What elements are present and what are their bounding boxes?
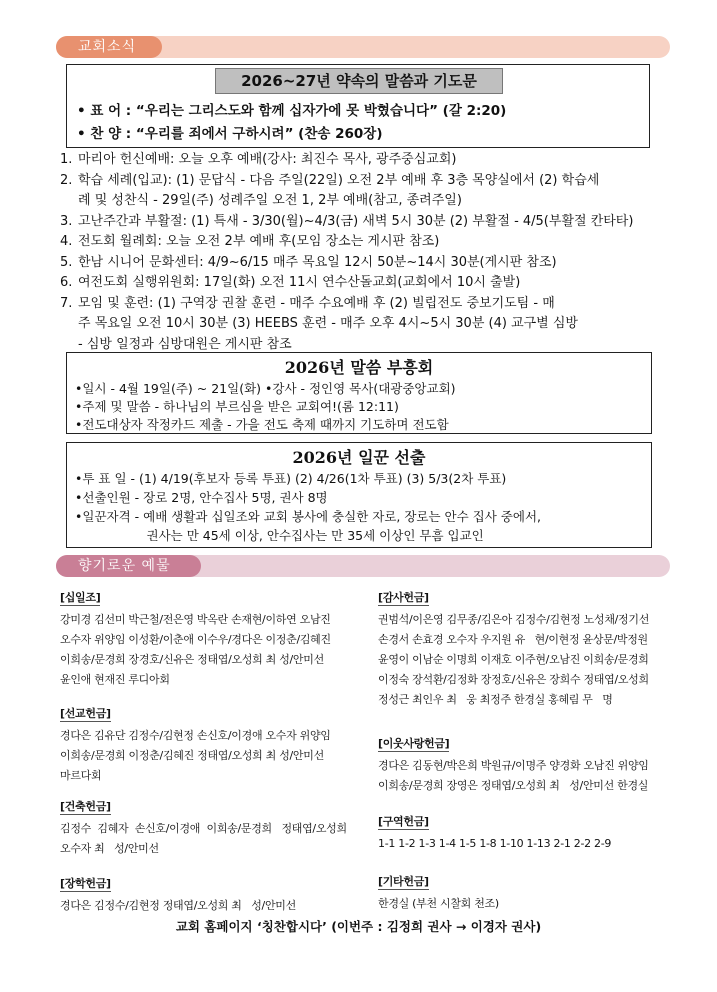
announcement-line: 고난주간과 부활절: (1) 특새 - 3/30(월)~4/3(금) 새벽 5시 30분 (2) 부활절 - 4/5(부활절 칸타타)	[78, 213, 634, 229]
announcement-item	[60, 294, 660, 356]
offering-line: 권범석/이은영 김무종/김은아 김정수/김현정 노성채/정기선	[378, 613, 650, 626]
motto-line: • 표 어 : “우리는 그리스도와 함께 십자가에 못 박혔습니다” (갈 2:20)	[77, 103, 507, 119]
announcement-text	[78, 232, 660, 253]
section-header-church-news	[56, 36, 670, 58]
election-line: •투 표 일 - (1) 4/19(후보자 등록 투표) (2) 4/26(1차 투표) (3) 5/3(2차 투표)	[75, 471, 507, 486]
offering-title: [선교헌금]	[60, 707, 111, 720]
offering-line: 경다은 김정수/김현정 정태엽/오성희 최 성/안미선	[60, 899, 296, 912]
announcement-line: 전도회 월례회: 오늘 오전 2부 예배 후(모임 장소는 게시판 참조)	[78, 234, 440, 249]
offering-title: [이웃사랑헌금]	[378, 737, 450, 750]
offering-line: 1-1 1-2 1-3 1-4 1-5 1-8 1-10 1-13 2-1 2-2 2-9	[378, 837, 612, 850]
announcement-line: 한남 시니어 문화센터: 4/9~6/15 매주 목요일 12시 50분~14시 30분(게시판 참조)	[78, 254, 557, 270]
offering-line: 손경서 손효경 오수자 우지원 유 현/이현정 윤상문/박정원	[378, 633, 648, 646]
section-label: 향기로운 예물	[56, 555, 201, 577]
offering-group-other	[378, 872, 499, 914]
offering-group-tithe	[60, 588, 331, 690]
announcement-item	[60, 273, 660, 294]
announcement-line: 주 목요일 오전 10시 30분 (3) HEEBS 훈련 - 매주 오후 4시~5시 30분 (4) 교구별 심방	[78, 316, 578, 331]
election-title: 2026년 일꾼 선출	[292, 448, 426, 467]
offering-title: [십일조]	[60, 591, 101, 604]
revival-line: •일시 - 4월 19일(주) ~ 21일(화) •강사 - 정인영 목사(대광중앙교회)	[75, 381, 456, 396]
announcement-item	[60, 212, 660, 233]
footer-praise-note: 교회 홈페이지 ‘칭찬합시다’ (이번주 : 김정희 권사 → 이경자 권사)	[175, 919, 542, 934]
announcement-line: 학습 세례(입교): (1) 문답식 - 다음 주일(22일) 오전 2부 예배 후 3층 목양실에서 (2) 학습세	[78, 172, 600, 188]
announcement-number: 4.	[60, 234, 73, 249]
announcement-line: - 심방 일정과 심방대원은 게시판 참조	[78, 336, 292, 352]
offering-title: [감사헌금]	[378, 591, 429, 604]
offering-title: [기타헌금]	[378, 875, 429, 888]
offering-line: 강미경 김선미 박근철/전은영 박옥란 손재현/이하연 오남진	[60, 613, 331, 626]
election-box	[66, 442, 652, 548]
announcement-item	[60, 253, 660, 274]
announcement-item	[60, 171, 660, 212]
announcement-number: 2.	[60, 172, 73, 188]
offering-line: 윤영이 이남순 이명희 이재호 이주현/오남진 이희송/문경희	[378, 653, 649, 666]
announcement-number: 3.	[60, 213, 73, 229]
offering-group-building	[60, 797, 347, 859]
announcement-number: 7.	[60, 295, 73, 311]
hymn-line: • 찬 양 : “우리를 죄에서 구하시려” (찬송 260장)	[77, 126, 383, 142]
announcement-item	[60, 150, 660, 171]
offering-title: [장학헌금]	[60, 877, 111, 890]
offering-line: 한경실 (부천 시찰회 천조)	[378, 897, 499, 910]
offering-line: 정성근 최인우 최 웅 최정주 한경실 홍혜림 무 명	[378, 693, 613, 706]
announcement-text	[78, 150, 660, 171]
announcement-list	[60, 150, 660, 355]
revival-box	[66, 352, 652, 434]
section-header-offerings	[56, 555, 670, 577]
revival-title: 2026년 말씀 부흥회	[284, 358, 434, 377]
announcement-number: 5.	[60, 254, 73, 270]
section-label: 교회소식	[56, 36, 162, 58]
announcement-text	[78, 294, 660, 356]
announcement-text	[78, 273, 660, 294]
announcement-line: 여전도회 실행위원회: 17일(화) 오전 11시 연수산돌교회(교회에서 10시 출발)	[78, 275, 521, 290]
announcement-line: 모임 및 훈련: (1) 구역장 권찰 훈련 - 매주 수요예배 후 (2) 빌립전도 중보기도팀 - 매	[78, 295, 555, 311]
announcement-text	[78, 253, 660, 274]
offering-group-neighbor-love	[378, 734, 649, 796]
announcement-line: 례 및 성찬식 - 29일(주) 성례주일 오전 1, 2부 예배(참고, 종려주일)	[78, 193, 462, 208]
verse-box	[66, 64, 650, 148]
offering-group-district	[378, 812, 611, 854]
revival-line: •주제 및 말씀 - 하나님의 부르심을 받은 교회여!(롬 12:11)	[75, 399, 399, 414]
offering-line: 마르다회	[60, 769, 102, 782]
verse-box-title: 2026~27년 약속의 말씀과 기도문	[215, 68, 503, 94]
election-line: •선출인원 - 장로 2명, 안수집사 5명, 권사 8명	[75, 490, 328, 505]
offering-group-thanksgiving	[378, 588, 649, 710]
offering-line: 오수자 위양임 이성환/이춘애 이수우/경다은 이정춘/김혜진	[60, 633, 331, 646]
offering-line: 오수자 최 성/안미선	[60, 842, 159, 855]
announcement-text	[78, 212, 660, 233]
offering-title: [구역헌금]	[378, 815, 429, 828]
offering-line: 경다은 김유단 김정수/김현정 손신호/이경애 오수자 위양임	[60, 729, 331, 742]
election-line: •일꾼자격 - 예배 생활과 십일조와 교회 봉사에 충실한 자로, 장로는 안수 집사 중에서,	[75, 509, 541, 524]
offering-line: 김정수 김혜자 손신호/이경애 이희송/문경희 정태엽/오성희	[60, 822, 347, 835]
revival-line: •전도대상자 작정카드 제출 - 가을 전도 축제 때까지 기도하며 전도함	[75, 417, 449, 432]
offering-group-mission	[60, 704, 331, 786]
offering-line: 이희송/문경희 장경호/신유은 정태엽/오성희 최 성/안미선	[60, 653, 324, 666]
announcement-text	[78, 171, 660, 212]
offering-line: 이희송/문경희 이정춘/김혜진 정태엽/오성희 최 성/안미선	[60, 749, 324, 762]
announcement-number: 6.	[60, 275, 73, 290]
offering-group-scholarship	[60, 874, 296, 916]
announcement-line: 마리아 헌신예배: 오늘 오후 예배(강사: 최진수 목사, 광주중심교회)	[78, 152, 457, 167]
offering-line: 윤인애 현재진 루디아회	[60, 673, 170, 686]
offering-line: 이희송/문경희 장영은 정태엽/오성희 최 성/안미선 한경실	[378, 779, 649, 792]
offering-line: 경다은 김동현/박은희 박원규/이명주 양경화 오남진 위양임	[378, 759, 649, 772]
announcement-item	[60, 232, 660, 253]
announcement-number: 1.	[60, 152, 73, 167]
election-line: 권사는 만 45세 이상, 안수집사는 만 35세 이상인 무흠 입교인	[75, 528, 484, 543]
offering-title: [건축헌금]	[60, 800, 111, 813]
offering-line: 이정숙 장석환/김정화 장정호/신유은 장희수 정태엽/오성희	[378, 673, 649, 686]
